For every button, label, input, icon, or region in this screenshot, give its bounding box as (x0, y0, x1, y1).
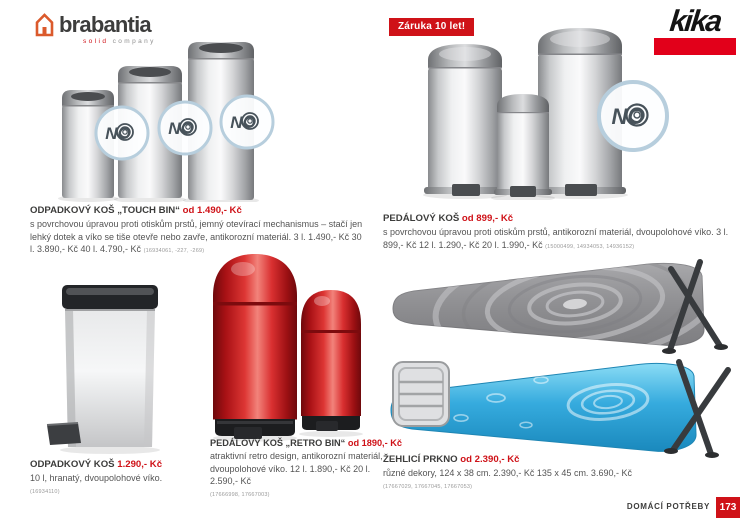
product-description (383, 467, 731, 493)
touch-bin-product-image (28, 32, 358, 202)
description-text: s povrchovou úpravou proti otiskům prstů, antikorozní materiál, dvoupolohové víko. 3 l. 899,- Kč 12 l. 1.290,- Kč 20 l. 1.990,- Kč (383, 227, 729, 250)
product-codes: (17666998, 17667003) (210, 491, 270, 498)
product-codes: (15000499, 14934053, 14936152) (545, 243, 635, 250)
product-codes: (17667029, 17667045, 17667053) (383, 483, 473, 490)
no-fingerprints-badge (96, 107, 148, 159)
product-title: PEDÁLOVÝ KOŠ (383, 213, 460, 224)
product-title-line (383, 454, 731, 466)
footer-category: DOMÁCÍ POTŘEBY (626, 502, 710, 511)
no-label: NO (611, 104, 645, 129)
retro-bin-small (301, 290, 361, 431)
product-description (383, 226, 731, 253)
no-label: NO (230, 113, 256, 132)
brabantia-tagline-company: company (112, 38, 156, 45)
no-fingerprints-badge (221, 96, 273, 148)
product-info-pedal-bin (383, 213, 731, 253)
product-title-line (210, 437, 402, 449)
product-codes: (16934110) (30, 488, 60, 495)
brabantia-logo-text: brabantia (59, 12, 151, 37)
brabantia-tagline-solid: solid (83, 38, 109, 45)
no-fingerprints-badge (159, 102, 211, 154)
pedal (452, 184, 480, 196)
product-title-line (383, 213, 731, 225)
product-title: ODPADKOVÝ KOŠ (30, 459, 115, 470)
description-text: různé dekory, 124 x 38 cm. 2.390,- Kč 135 x 45 cm. 3.690,- Kč (383, 468, 632, 479)
kika-logo-text: kika (668, 5, 722, 38)
product-price: od 899,- Kč (461, 213, 514, 224)
pedal (510, 186, 536, 197)
pedal (47, 423, 81, 445)
description-text: s povrchovou úpravou proti otiskům prstů, jemný otevírací mechanismus – stačí jen lehký dotek a víko se tiše otevře nebo zavře, antikorozní materiál. 3 l. 1.490,- Kč 30 l. 3.890,- Kč 40 l. 4.790,- Kč (30, 219, 363, 255)
pedal (565, 184, 597, 196)
pedal-bin-small (494, 94, 552, 197)
product-price: 1.290,- Kč (117, 459, 163, 470)
pedal (316, 421, 338, 431)
description-text: 10 l, hranatý, dvoupolohové víko. (30, 473, 163, 484)
warranty-badge: Záruka 10 let! (389, 18, 474, 36)
product-description (30, 472, 230, 498)
product-info-square-bin (30, 459, 230, 498)
retro-bin-product-image (203, 246, 371, 442)
product-codes: (16934061, -227, -269) (143, 248, 205, 255)
product-title-line (30, 205, 368, 217)
product-price: od 2.390,- Kč (460, 454, 520, 465)
iron-rest (393, 362, 449, 426)
bin-body (65, 309, 155, 447)
pedal-bin-medium (424, 44, 506, 196)
ironing-board-blue-image (376, 350, 740, 468)
description-text: atraktivní retro design, antikorozní materiál, dvoupolohové víko. 12 l. 1.890,- Kč 20 l. 2.590,- Kč (210, 451, 383, 487)
product-info-touch-bin (30, 205, 368, 258)
retro-bin-large (213, 254, 297, 439)
no-fingerprints-badge (599, 82, 667, 150)
product-title: ODPADKOVÝ KOŠ „TOUCH BIN“ (30, 205, 180, 216)
ironing-board-gray-image (380, 243, 740, 358)
square-bin-product-image (40, 266, 180, 458)
product-description (30, 218, 368, 257)
product-info-retro-bin (210, 437, 402, 501)
page-number-badge: 173 (716, 497, 740, 518)
product-title: ŽEHLICÍ PRKNO (383, 454, 458, 465)
pedal-bin-product-image (402, 22, 712, 200)
product-description (210, 450, 384, 501)
product-info-ironing-board (383, 454, 731, 493)
product-title: PEDÁLOVÝ KOŠ „RETRO BIN“ (210, 438, 346, 448)
product-title-line (30, 459, 230, 471)
no-label: NO (105, 124, 131, 143)
product-price: od 1890,- Kč (347, 438, 402, 448)
product-price: od 1.490,- Kč (182, 205, 242, 216)
no-label: NO (168, 119, 194, 138)
